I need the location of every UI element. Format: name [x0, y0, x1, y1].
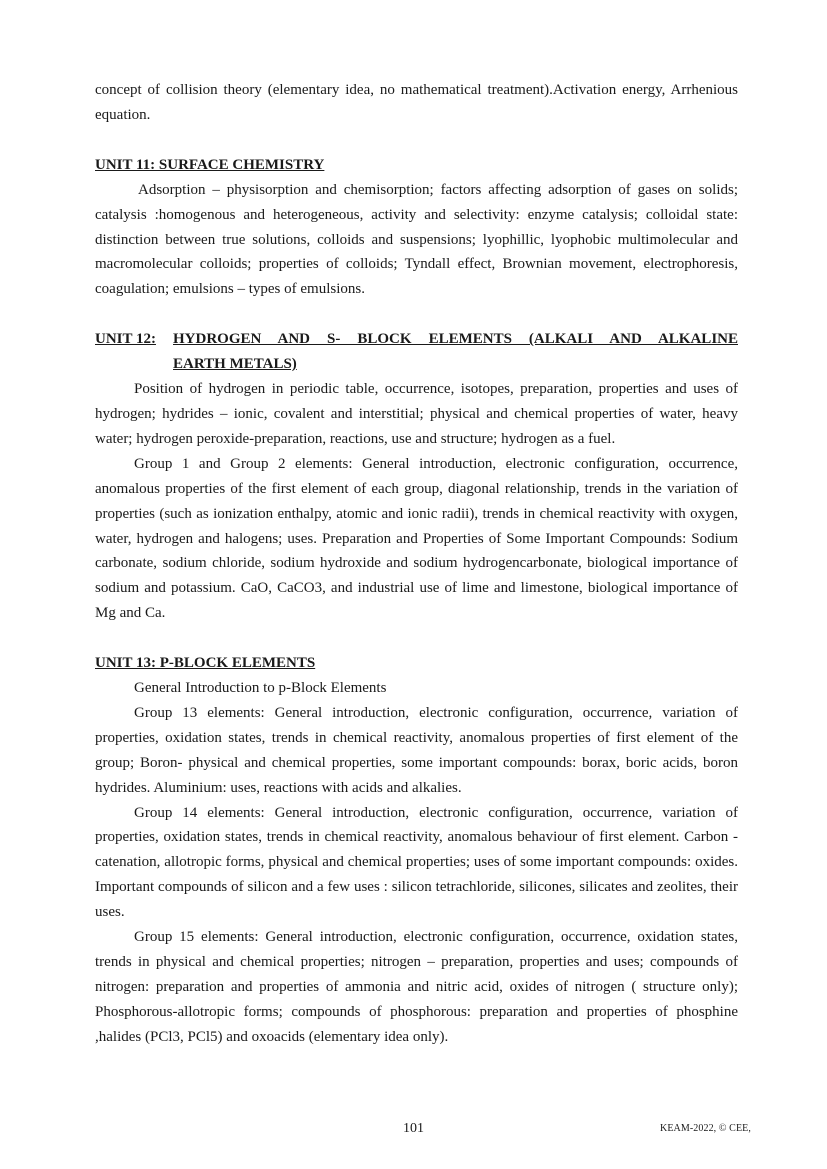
unit-11-section	[95, 153, 738, 302]
unit-12-section	[95, 327, 738, 626]
unit-13-paragraph-3: Group 15 elements: General introduction, electronic configuration, occurrence, oxidation states, trends in physical and chemical properties; nitrogen – preparation, properties and uses; compounds of nitrogen: preparation and properties of ammonia and nitric acid, oxides of nitrogen ( structure only); Phosphorous-allotropic forms; compounds of phosphorous: preparation and properties of phosphine ,halides (PCl3, PCl5) and oxoacids (elementary idea only).	[95, 929, 738, 1045]
unit-13-intro: General Introduction to p-Block Elements	[134, 680, 387, 697]
unit-11-heading: UNIT 11: SURFACE CHEMISTRY	[95, 156, 325, 173]
page-number: 101	[403, 1121, 424, 1136]
unit-11-body: Adsorption – physisorption and chemisorption; factors affecting adsorption of gases on solids; catalysis :homogenous and heterogeneous, activity and selectivity: enzyme catalysis; colloidal state: distinction between true solutions, colloids and suspensions; lyophillic, lyophobic multimolecular and macromolecular colloids; properties of colloids; Tyndall effect, Brownian movement, electrophoresis, coagulation; emulsions – types of emulsions.	[95, 181, 738, 298]
footer-copyright: KEAM-2022, © CEE,	[660, 1123, 751, 1134]
unit-12-heading	[95, 327, 738, 352]
unit-12-paragraph-2: Group 1 and Group 2 elements: General introduction, electronic configuration, occurrence, anomalous properties of the first element of each group, diagonal relationship, trends in the variation of properties (such as ionization enthalpy, atomic and ionic radii), trends in chemical reactivity with oxygen, water, hydrogen and halogens; uses. Preparation and Properties of Some Important Compounds: Sodium carbonate, sodium chloride, sodium hydroxide and sodium hydrogencarbonate, biological importance of sodium and potassium. CaO, CaCO3, and industrial use of lime and limestone, biological importance of Mg and Ca.	[95, 455, 738, 622]
unit-13-paragraph-2: Group 14 elements: General introduction, electronic configuration, occurrence, variation of properties, oxidation states, trends in chemical reactivity, anomalous behaviour of first element. Carbon - catenation, allotropic forms, physical and chemical properties; uses of some important compounds: oxides. Important compounds of silicon and a few uses : silicon tetrachloride, silicones, silicates and zeolites, their uses.	[95, 804, 738, 921]
unit-12-title-line2: EARTH METALS)	[173, 356, 297, 373]
unit-12-label: UNIT 12:	[95, 331, 156, 348]
unit-13-heading: UNIT 13: P-BLOCK ELEMENTS	[95, 655, 316, 672]
unit-13-section	[95, 651, 738, 1050]
intro-paragraph: concept of collision theory (elementary idea, no mathematical treatment).Activation energy, Arrhenious equation.	[95, 82, 738, 123]
document-page	[95, 78, 738, 1050]
unit-13-paragraph-1: Group 13 elements: General introduction, electronic configuration, occurrence, variation of properties, oxidation states, trends in chemical reactivity, anomalous properties of first element of the group; Boron- physical and chemical properties, some important compounds: borax, boric acids, boron hydrides. Aluminium: uses, reactions with acids and alkalies.	[95, 704, 738, 796]
unit-12-title-line1: HYDROGEN AND S- BLOCK ELEMENTS (ALKALI AND ALKALINE	[173, 331, 738, 348]
unit-12-paragraph-1: Position of hydrogen in periodic table, occurrence, isotopes, preparation, properties and uses of hydrogen; hydrides – ionic, covalent and interstitial; physical and chemical properties of water, heavy water; hydrogen peroxide-preparation, reactions, use and structure; hydrogen as a fuel.	[95, 381, 738, 447]
